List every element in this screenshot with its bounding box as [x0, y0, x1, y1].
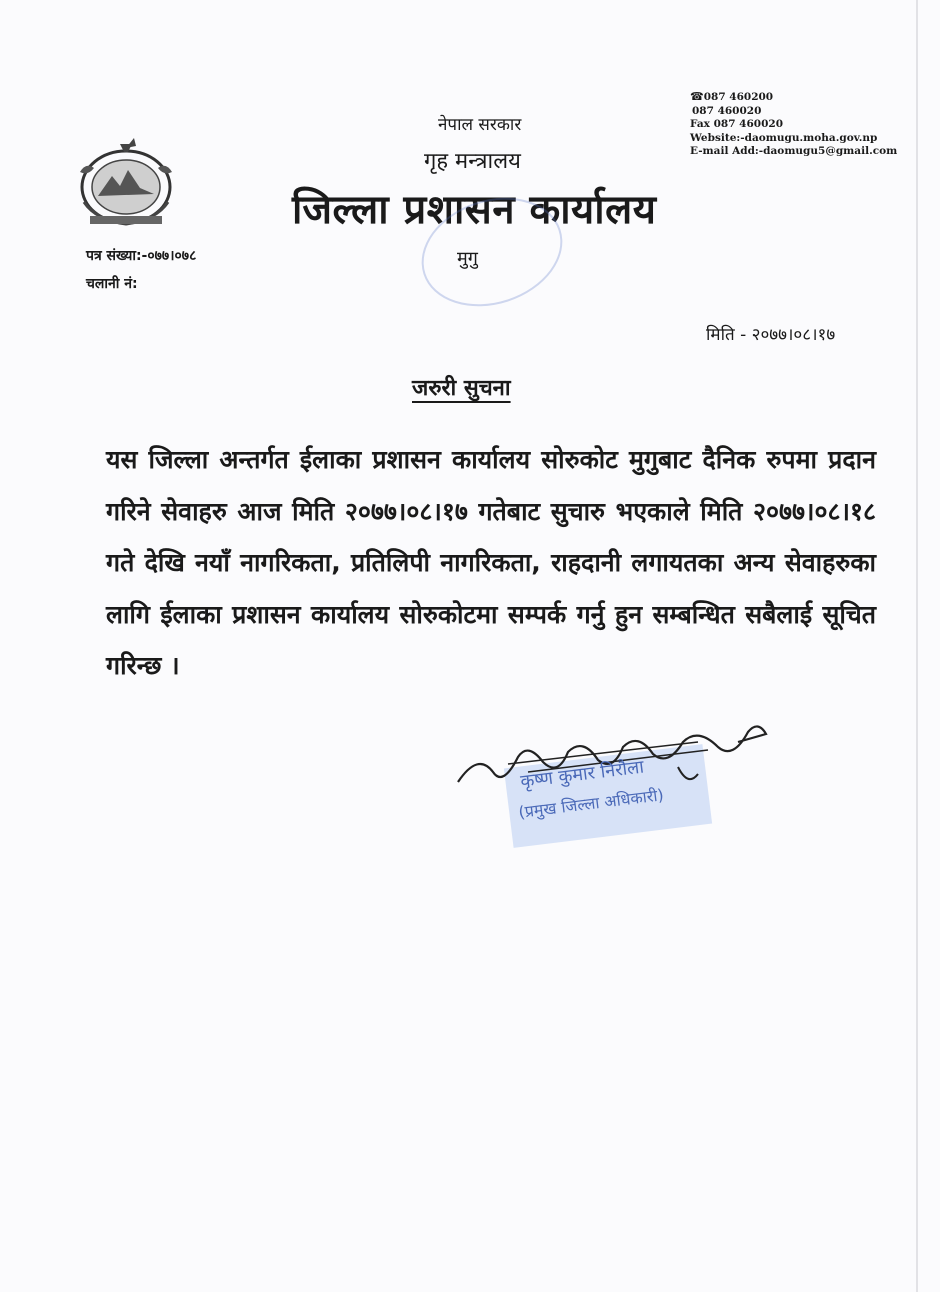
- email: E-mail Add:-daomugu5@gmail.com: [690, 145, 898, 157]
- notice-body: यस जिल्ला अन्तर्गत ईलाका प्रशासन कार्यालय सोरुकोट मुगुबाट दैनिक रुपमा प्रदान गरिने सेवाहरु आज मिति २०७७।०८।१७ गतेबाट सुचारु भएकाले मिति २०७७।०८।१८ गते देखि नयाँ नागरिकता, प्रतिलिपी नागरिकता, राहदानी लगायतका अन्य सेवाहरुका लागि ईलाका प्रशासन कार्यालय सोरुकोटमा सम्पर्क गर्नु हुन सम्बन्धित सबैलाई सूचित गरिन्छ ।: [106, 445, 876, 680]
- phone-number: 087 460020: [692, 104, 762, 117]
- ministry-name: गृह मन्त्रालय: [424, 149, 521, 174]
- website: Website:-daomugu.moha.gov.np: [690, 131, 878, 144]
- contact-block: [690, 90, 897, 159]
- signatory-title: (प्रमुख जिल्ला अधिकारी): [517, 785, 665, 822]
- page-edge: [916, 0, 918, 1292]
- notice-title: जरुरी सुचना: [412, 376, 511, 401]
- office-name: जिल्ला प्रशासन कार्यालय: [292, 187, 657, 233]
- telephone-icon: ☎: [690, 90, 704, 103]
- district-name: मुगु: [457, 248, 478, 269]
- nepal-emblem-icon: [66, 132, 186, 232]
- fax-number: Fax 087 460020: [690, 118, 784, 130]
- letter-date: मिति - २०७७।०८।१७: [706, 325, 836, 345]
- letter-number: पत्र संख्या:-०७७।०७८: [86, 248, 197, 264]
- government-name: नेपाल सरकार: [438, 115, 522, 135]
- dispatch-number: चलानी नं:: [86, 276, 138, 292]
- signatory-name: कृष्ण कुमार निरौला: [519, 756, 646, 793]
- phone-number: 087 460200: [703, 91, 774, 103]
